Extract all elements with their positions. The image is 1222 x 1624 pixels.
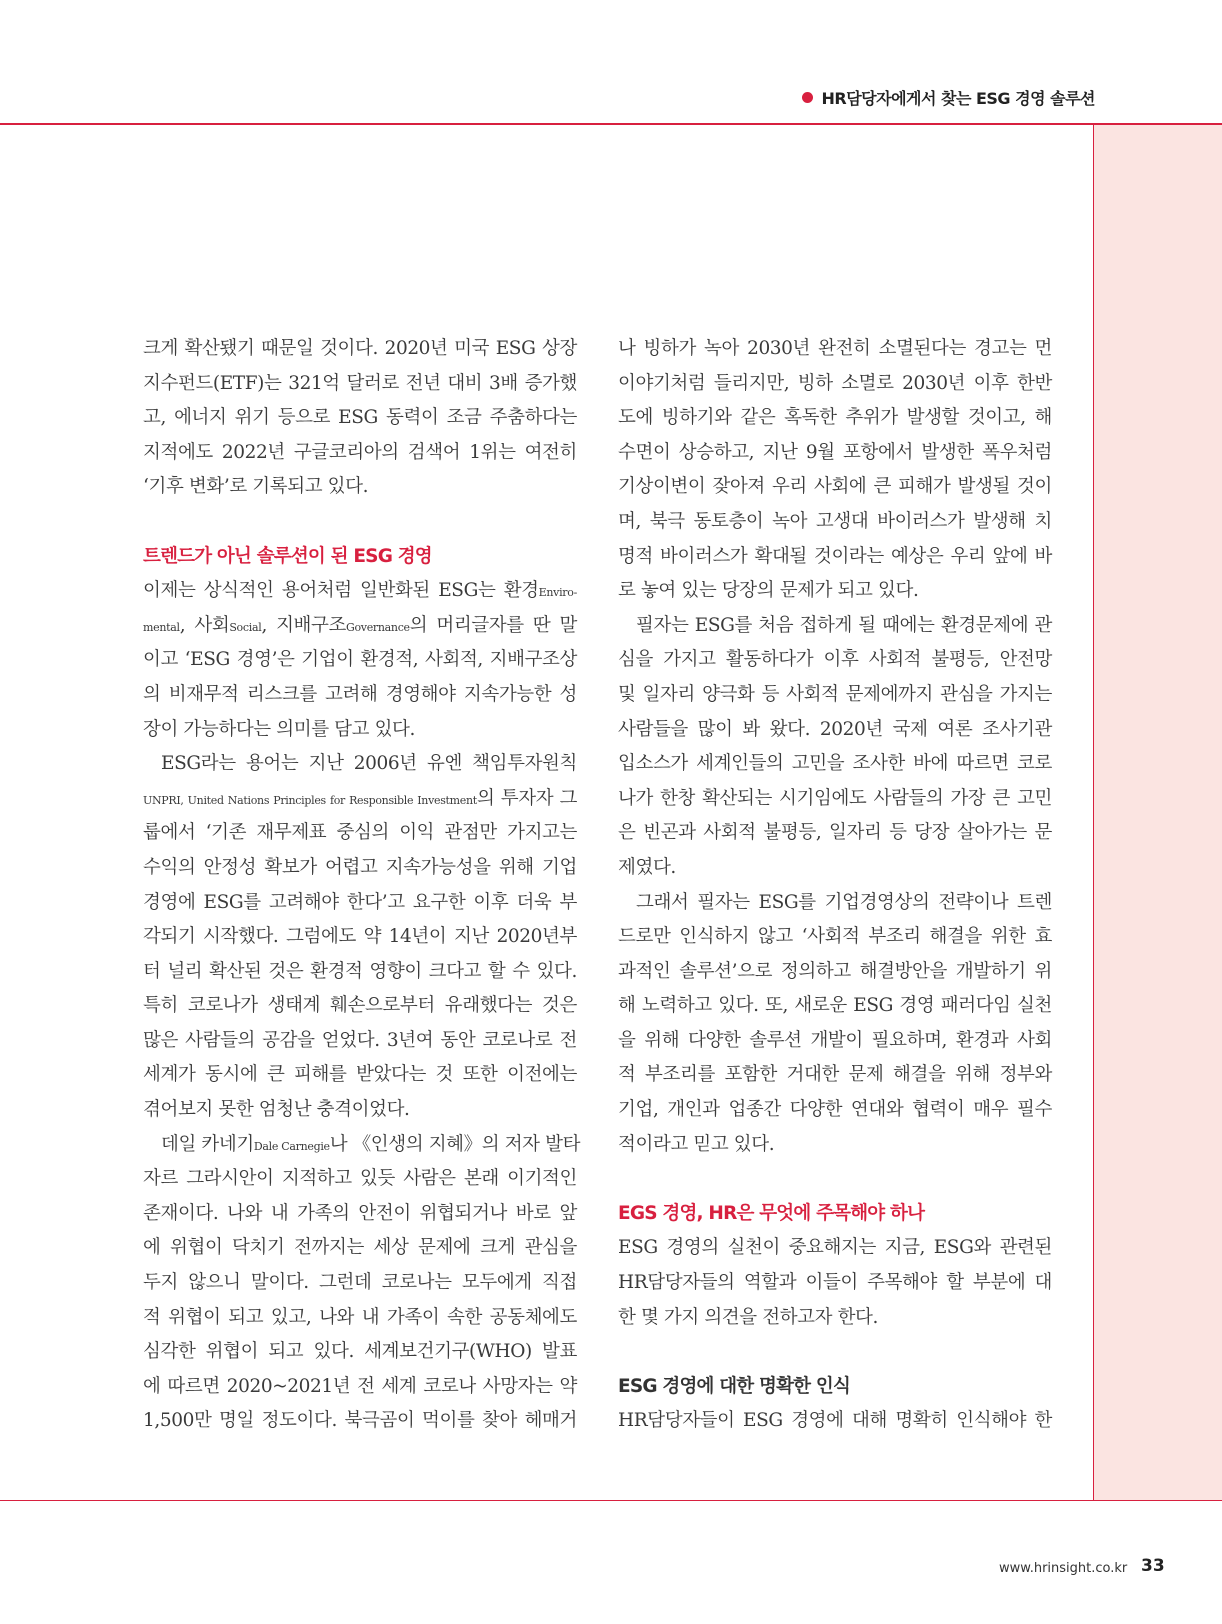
- header-rule: [0, 123, 1222, 125]
- text-line: HR담당자들이 ESG 경영에 대해 명확히 인식해야 한: [618, 1410, 1052, 1432]
- text-line: ESG 경영의 실천이 중요해지는 지금, ESG와 관련된: [618, 1237, 1052, 1259]
- text-line: 특히 코로나가 생태계 훼손으로부터 유래했다는 것은: [143, 995, 577, 1017]
- text-line: 장이 가능하다는 의미를 담고 있다.: [143, 718, 415, 740]
- text-line: 도에 빙하기와 같은 혹독한 추위가 발생할 것이고, 해: [618, 407, 1052, 429]
- text-line: 이제는 상식적인 용어처럼 일반화된 ESG는 환경Enviro-: [143, 580, 577, 602]
- text-line: 사람들을 많이 봐 왔다. 2020년 국제 여론 조사기관: [618, 718, 1052, 740]
- text-line: 적 부조리를 포함한 거대한 문제 해결을 위해 정부와: [618, 1064, 1052, 1086]
- text-line: 고, 에너지 위기 등으로 ESG 동력이 조금 주춤하다는: [143, 407, 577, 429]
- text-line: 제였다.: [618, 856, 676, 878]
- text-line: 존재이다. 나와 내 가족의 안전이 위협되거나 바로 앞: [143, 1202, 577, 1224]
- text-line: 나가 한창 확산되는 시기임에도 사람들의 가장 큰 고민: [618, 787, 1052, 809]
- text-line: 의 비재무적 리스크를 고려해 경영해야 지속가능한 성: [143, 683, 577, 705]
- bottom-rule: [0, 1500, 1222, 1501]
- text-line: ESG라는 용어는 지난 2006년 유엔 책임투자원칙: [161, 753, 577, 775]
- paragraph: [143, 574, 577, 747]
- text-line: 심을 가지고 활동하다가 이후 사회적 불평등, 안전망: [618, 649, 1052, 671]
- running-header-text: HR담당자에게서 찾는 ESG 경영 솔루션: [821, 89, 1095, 108]
- text-line: 터 널리 확산된 것은 환경적 영향이 크다고 할 수 있다.: [143, 960, 577, 982]
- paragraph: [618, 1404, 1052, 1439]
- paragraph: [618, 332, 1052, 609]
- text-line: 이고 ‘ESG 경영’은 기업이 환경적, 사회적, 지배구조상: [143, 649, 577, 671]
- text-line: 로 놓여 있는 당장의 문제가 되고 있다.: [618, 580, 919, 602]
- text-line: 심각한 위협이 되고 있다. 세계보건기구(WHO) 발표: [143, 1341, 577, 1363]
- text-line: 한 몇 가지 의견을 전하고자 한다.: [618, 1306, 879, 1328]
- text-line: 드로만 인식하지 않고 ‘사회적 부조리 해결을 위한 효: [618, 926, 1052, 948]
- text-line: 룹에서 ‘기존 재무제표 중심의 이익 관점만 가지고는: [143, 822, 577, 844]
- text-line: 며, 북극 동토층이 녹아 고생대 바이러스가 발생해 치: [618, 510, 1052, 532]
- text-line: 1,500만 명일 정도이다. 북극곰이 먹이를 찾아 헤매거: [143, 1410, 577, 1432]
- text-line: mental, 사회Social, 지배구조Governance의 머리글자를 딴 말: [143, 614, 577, 636]
- text-line: 입소스가 세계인들의 고민을 조사한 바에 따르면 코로: [618, 753, 1052, 775]
- text-line: HR담당자들의 역할과 이들이 주목해야 할 부분에 대: [618, 1272, 1052, 1294]
- page-number: 33: [1141, 1556, 1165, 1576]
- text-line: 많은 사람들의 공감을 얻었다. 3년여 동안 코로나로 전: [143, 1029, 577, 1051]
- text-line: 적 위협이 되고 있고, 나와 내 가족이 속한 공동체에도: [143, 1306, 577, 1328]
- paragraph: [618, 886, 1052, 1163]
- text-line: 및 일자리 양극화 등 사회적 문제에까지 관심을 가지는: [618, 683, 1052, 705]
- footer-url: www.hrinsight.co.kr: [999, 1561, 1128, 1576]
- running-header: [802, 86, 1095, 109]
- text-line: 에 따르면 2020~2021년 전 세계 코로나 사망자는 약: [143, 1375, 577, 1397]
- side-band: [1093, 125, 1222, 1500]
- text-line: UNPRI, United Nations Principles for Responsible Investment의 투자자 그: [143, 787, 577, 809]
- paragraph: [143, 332, 577, 505]
- text-line: 자르 그라시안이 지적하고 있듯 사람은 본래 이기적인: [143, 1168, 577, 1190]
- text-line: 수면이 상승하고, 지난 9월 포항에서 발생한 폭우처럼: [618, 441, 1052, 463]
- subsection-heading: ESG 경영에 대한 명확한 인식: [618, 1375, 851, 1397]
- text-line: 수익의 안정성 확보가 어렵고 지속가능성을 위해 기업: [143, 856, 577, 878]
- text-line: 나 빙하가 녹아 2030년 완전히 소멸된다는 경고는 먼: [618, 338, 1052, 359]
- text-line: 지적에도 2022년 구글코리아의 검색어 1위는 여전히: [143, 441, 577, 463]
- text-line: 지수펀드(ETF)는 321억 달러로 전년 대비 3배 증가했: [143, 372, 577, 394]
- text-line: 두지 않으니 말이다. 그런데 코로나는 모두에게 직접: [143, 1272, 577, 1294]
- text-line: 그래서 필자는 ESG를 기업경영상의 전략이나 트렌: [636, 891, 1052, 913]
- text-line: 기업, 개인과 업종간 다양한 연대와 협력이 매우 필수: [618, 1099, 1052, 1121]
- text-line: 크게 확산됐기 때문일 것이다. 2020년 미국 ESG 상장: [143, 338, 577, 359]
- right-column: [618, 332, 1052, 1439]
- text-line: 에 위협이 닥치기 전까지는 세상 문제에 크게 관심을: [143, 1237, 577, 1259]
- text-line: 겪어보지 못한 엄청난 충격이었다.: [143, 1099, 410, 1121]
- text-line: 기상이변이 잦아져 우리 사회에 큰 피해가 발생될 것이: [618, 476, 1052, 498]
- text-line: 을 위해 다양한 솔루션 개발이 필요하며, 환경과 사회: [618, 1029, 1052, 1051]
- text-line: 해 노력하고 있다. 또, 새로운 ESG 경영 패러다임 실천: [618, 995, 1052, 1017]
- left-column: [143, 332, 581, 1439]
- bullet-dot-icon: [802, 92, 813, 103]
- text-line: 필자는 ESG를 처음 접하게 될 때에는 환경문제에 관: [636, 614, 1052, 636]
- text-line: 명적 바이러스가 확대될 것이라는 예상은 우리 앞에 바: [618, 545, 1052, 567]
- text-line: 세계가 동시에 큰 피해를 받았다는 것 또한 이전에는: [143, 1064, 577, 1086]
- text-line: 각되기 시작했다. 그럼에도 약 14년이 지난 2020년부: [143, 926, 577, 948]
- paragraph: [618, 609, 1052, 886]
- text-line: 데일 카네기Dale Carnegie나 《인생의 지혜》의 저자 발타: [161, 1133, 581, 1155]
- section-heading: 트렌드가 아닌 솔루션이 된 ESG 경영: [143, 545, 432, 567]
- paragraph: [618, 1231, 1052, 1335]
- paragraph: [143, 747, 577, 1128]
- text-line: 이야기처럼 들리지만, 빙하 소멸로 2030년 이후 한반: [618, 372, 1052, 394]
- paragraph: [143, 1128, 581, 1439]
- text-line: 은 빈곤과 사회적 불평등, 일자리 등 당장 살아가는 문: [618, 822, 1052, 844]
- section-heading: EGS 경영, HR은 무엇에 주목해야 하나: [618, 1202, 925, 1224]
- text-line: 과적인 솔루션’으로 정의하고 해결방안을 개발하기 위: [618, 960, 1052, 982]
- text-line: ‘기후 변화’로 기록되고 있다.: [143, 476, 369, 498]
- text-line: 경영에 ESG를 고려해야 한다’고 요구한 이후 더욱 부: [143, 891, 577, 913]
- text-line: 적이라고 믿고 있다.: [618, 1133, 775, 1155]
